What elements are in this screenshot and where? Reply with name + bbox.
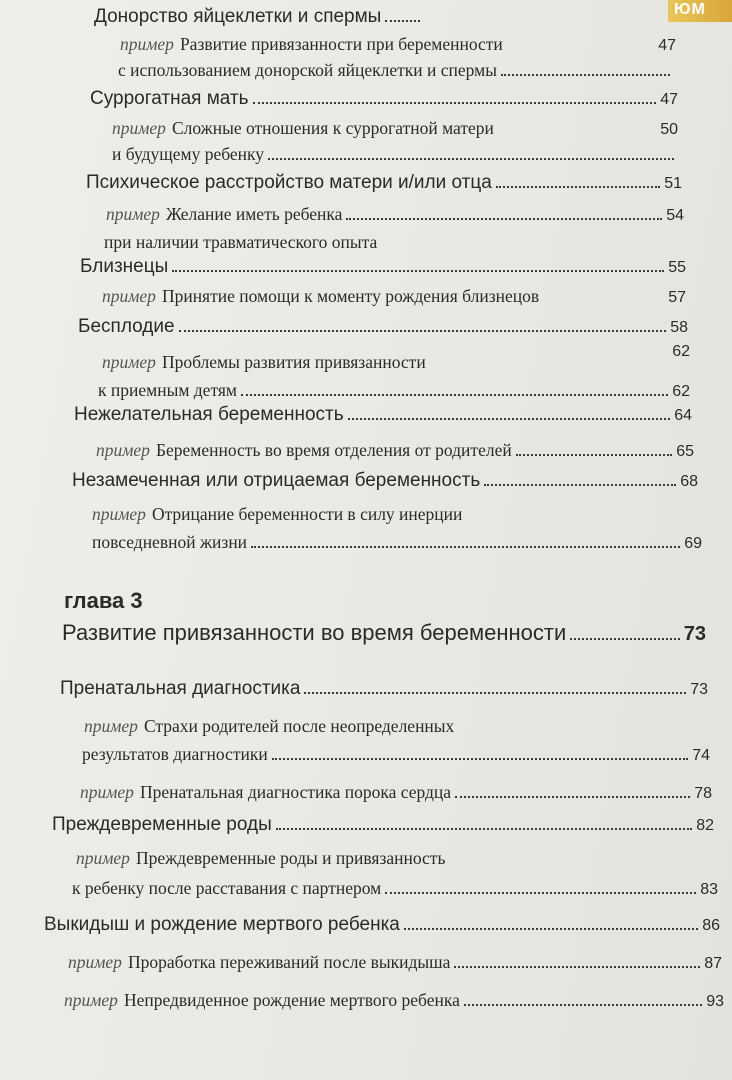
example-prefix: пример (96, 440, 150, 460)
toc-subentry-label: Проработка переживаний после выкидыша (127, 952, 451, 972)
chapter-title: Развитие привязанности во время беременности (62, 620, 567, 645)
page-number: 57 (668, 289, 686, 306)
toc-subentry-label: Сложные отношения к суррогатной матери (171, 118, 494, 138)
page-number: 62 (672, 343, 690, 360)
toc-subentry-label: Непредвиденное рождение мертвого ребенка (123, 990, 460, 1010)
toc-entry (90, 88, 678, 110)
dot-leader (304, 692, 686, 694)
page-number: 68 (680, 473, 698, 490)
toc-entry (94, 6, 424, 28)
toc-subentry-label: Желание иметь ребенка (165, 204, 343, 224)
toc-subentry (106, 204, 684, 225)
toc-subentry-continuation (92, 532, 702, 553)
dot-leader (276, 828, 692, 830)
toc-entry (44, 914, 720, 936)
toc-subentry (102, 286, 686, 307)
toc-subentry (80, 782, 712, 803)
page-number: 86 (702, 917, 720, 934)
example-prefix: пример (102, 352, 156, 372)
toc-subentry-label: к приемным детям (98, 380, 237, 400)
example-prefix: пример (120, 34, 174, 54)
dot-leader (251, 546, 680, 548)
page-number: 73 (690, 681, 708, 698)
toc-subentry (102, 343, 690, 373)
toc-entry-label: Донорство яйцеклетки и спермы (94, 6, 382, 27)
corner-tab: ЮМ (668, 0, 732, 22)
toc-entry (60, 678, 708, 700)
toc-subentry-label: Пренатальная диагностика порока сердца (139, 782, 452, 802)
page-number: 47 (658, 37, 676, 54)
dot-leader (385, 892, 696, 894)
page-number: 58 (670, 319, 688, 336)
dot-leader (272, 758, 689, 760)
dot-leader (179, 330, 667, 332)
toc-subentry-label: Отрицание беременности в силу инерции (151, 504, 463, 524)
toc-subentry-label: Проблемы развития привязанности (161, 352, 426, 372)
toc-subentry-label: к ребенку после расставания с партнером (72, 878, 382, 898)
dot-leader (241, 394, 668, 396)
dot-leader (253, 102, 657, 104)
page-number: 47 (660, 91, 678, 108)
example-prefix: пример (64, 990, 118, 1010)
page-number: 65 (676, 443, 694, 460)
page-number: 54 (666, 207, 684, 224)
toc-subentry-label: Страхи родителей после неопределенных (143, 716, 455, 736)
example-prefix: пример (106, 204, 160, 224)
toc-subentry-label: результатов диагностики (82, 744, 268, 764)
toc-subentry-continuation (112, 144, 678, 165)
example-prefix: пример (112, 118, 166, 138)
toc-subentry-label: Преждевременные роды и привязанность (135, 848, 446, 868)
dot-leader (501, 74, 670, 76)
toc-subentry-continuation (118, 60, 674, 81)
chapter-title-entry (62, 620, 706, 646)
dot-leader (385, 20, 420, 22)
page-number: 51 (664, 175, 682, 192)
chapter-label: глава 3 (64, 588, 143, 613)
example-prefix: пример (80, 782, 134, 802)
page-number: 82 (696, 817, 714, 834)
toc-entry (74, 404, 692, 426)
toc-entry (78, 316, 688, 338)
toc-entry-label: Незамеченная или отрицаемая беременность (72, 470, 481, 491)
toc-entry (80, 256, 686, 278)
page-number: 93 (706, 993, 724, 1010)
example-prefix: пример (84, 716, 138, 736)
toc-entry-label: Суррогатная мать (90, 88, 249, 109)
page-number: 50 (660, 121, 678, 138)
dot-leader (464, 1004, 702, 1006)
example-prefix: пример (102, 286, 156, 306)
dot-leader (496, 186, 660, 188)
toc-subentry-label: повседневной жизни (92, 532, 248, 552)
toc-entry (72, 470, 698, 492)
toc-entry (52, 814, 714, 836)
toc-subentry (112, 118, 678, 139)
example-prefix: пример (76, 848, 130, 868)
dot-leader (484, 484, 676, 486)
dot-leader (172, 270, 664, 272)
dot-leader (570, 638, 680, 640)
page-number: 87 (704, 955, 722, 972)
toc-subentry (92, 504, 462, 525)
toc-entry-label: Нежелательная беременность (74, 404, 344, 425)
dot-leader (454, 966, 700, 968)
toc-subentry (84, 716, 454, 737)
toc-subentry (68, 952, 722, 973)
page-number: 69 (684, 535, 702, 552)
dot-leader (346, 218, 662, 220)
toc-entry-label: Близнецы (80, 256, 169, 277)
toc-subentry (120, 34, 676, 55)
page-number: 74 (692, 747, 710, 764)
page-number: 83 (700, 881, 718, 898)
toc-subentry-continuation (82, 744, 710, 765)
toc-subentry-continuation: при наличии травматического опыта (104, 232, 378, 252)
toc-subentry-label: Беременность во время отделения от родителей (155, 440, 512, 460)
toc-subentry (76, 848, 445, 869)
toc-subentry-label: с использованием донорской яйцеклетки и спермы (118, 60, 497, 80)
dot-leader (516, 454, 673, 456)
page-number: 62 (672, 383, 690, 400)
dot-leader (348, 418, 671, 420)
dot-leader (404, 928, 698, 930)
toc-entry-label: Преждевременные роды (52, 814, 272, 835)
toc-subentry (96, 440, 694, 461)
page-number: 73 (683, 623, 706, 645)
page-number: 78 (694, 785, 712, 802)
dot-leader (455, 796, 690, 798)
toc-entry-label: Пренатальная диагностика (60, 678, 301, 699)
page-number: 64 (674, 407, 692, 424)
example-prefix: пример (68, 952, 122, 972)
toc-entry-label: Выкидыш и рождение мертвого ребенка (44, 914, 400, 935)
page-number: 55 (668, 259, 686, 276)
toc-entry-label: Бесплодие (78, 316, 175, 337)
dot-leader (268, 158, 674, 160)
example-prefix: пример (92, 504, 146, 524)
toc-entry-label: Психическое расстройство матери и/или отца (86, 172, 492, 193)
toc-entry (86, 172, 682, 194)
toc-subentry-continuation (98, 380, 690, 401)
toc-subentry (64, 990, 724, 1011)
toc-subentry-label: и будущему ребенку (112, 144, 265, 164)
toc-subentry-label: Принятие помощи к моменту рождения близнецов (161, 286, 540, 306)
toc-subentry-continuation (72, 878, 718, 899)
toc-subentry-label: Развитие привязанности при беременности (179, 34, 503, 54)
